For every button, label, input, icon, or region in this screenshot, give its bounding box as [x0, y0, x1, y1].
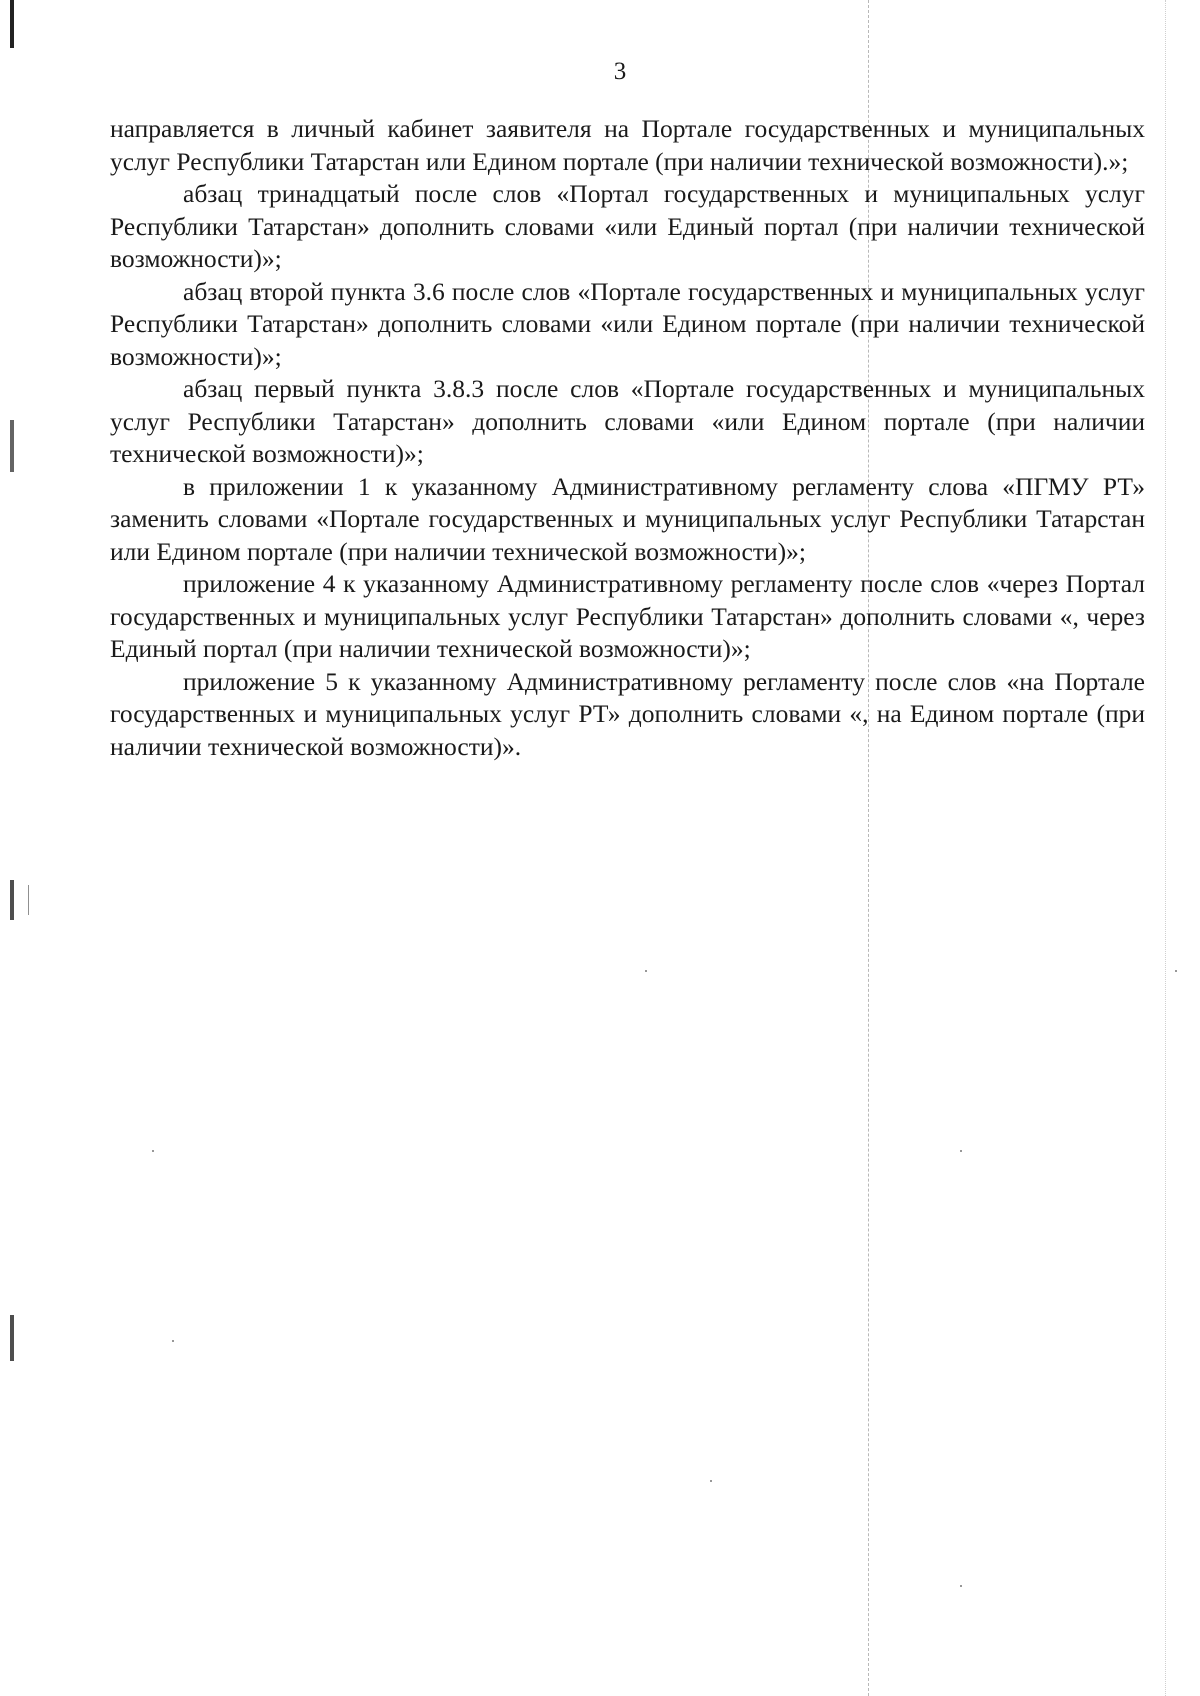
paragraph: направляется в личный кабинет заявителя на Портале государственных и муниципальных услуг Республики Татарстан или Едином портале (при наличии технической возможности).»; — [110, 114, 1145, 176]
page-number: 3 — [613, 58, 627, 85]
fold-line-right — [1165, 0, 1166, 1696]
scan-mark-top — [10, 0, 14, 48]
paragraph: в приложении 1 к указанному Административному регламенту слова «ПГМУ РТ» заменить словами «Портале государственных и муниципальных услуг Республики Татарстан или Едином портале (при наличии технической возможности)»; — [110, 471, 1145, 566]
scan-speck — [152, 1150, 154, 1152]
paragraph: приложение 5 к указанному Административному регламенту после слов «на Портале государственных и муниципальных услуг РТ» дополнить словами «, на Едином портале (при наличии технической возможности)». — [110, 666, 1145, 761]
scan-mark-middle — [10, 420, 14, 472]
scan-mark-lower-thin — [28, 885, 29, 915]
scan-speck — [1175, 970, 1177, 972]
scan-speck — [172, 1340, 174, 1342]
paragraph: абзац тринадцатый после слов «Портал государственных и муниципальных услуг Республики Татарстан» дополнить словами «или Единый портал (при наличии технической возможности)»; — [110, 179, 1145, 273]
scan-speck — [960, 1150, 962, 1152]
scan-speck — [710, 1480, 712, 1482]
scan-speck — [960, 1585, 962, 1587]
paragraph: абзац второй пункта 3.6 после слов «Портале государственных и муниципальных услуг Республики Татарстан» дополнить словами «или Едином портале (при наличии технической возможности)»; — [110, 276, 1145, 371]
document-body — [110, 113, 1145, 763]
paragraph: абзац первый пункта 3.8.3 после слов «Портале государственных и муниципальных услуг Республики Татарстан» дополнить словами «или Едином портале (при наличии технической возможности)»; — [110, 374, 1145, 468]
paragraph: приложение 4 к указанному Административному регламенту после слов «через Портал государственных и муниципальных услуг Республики Татарстан» дополнить словами «, через Единый портал (при наличии технической возможности)»; — [110, 569, 1145, 663]
scan-speck — [645, 970, 647, 972]
scan-mark-lower — [10, 880, 14, 920]
scan-mark-bottom — [10, 1315, 14, 1361]
